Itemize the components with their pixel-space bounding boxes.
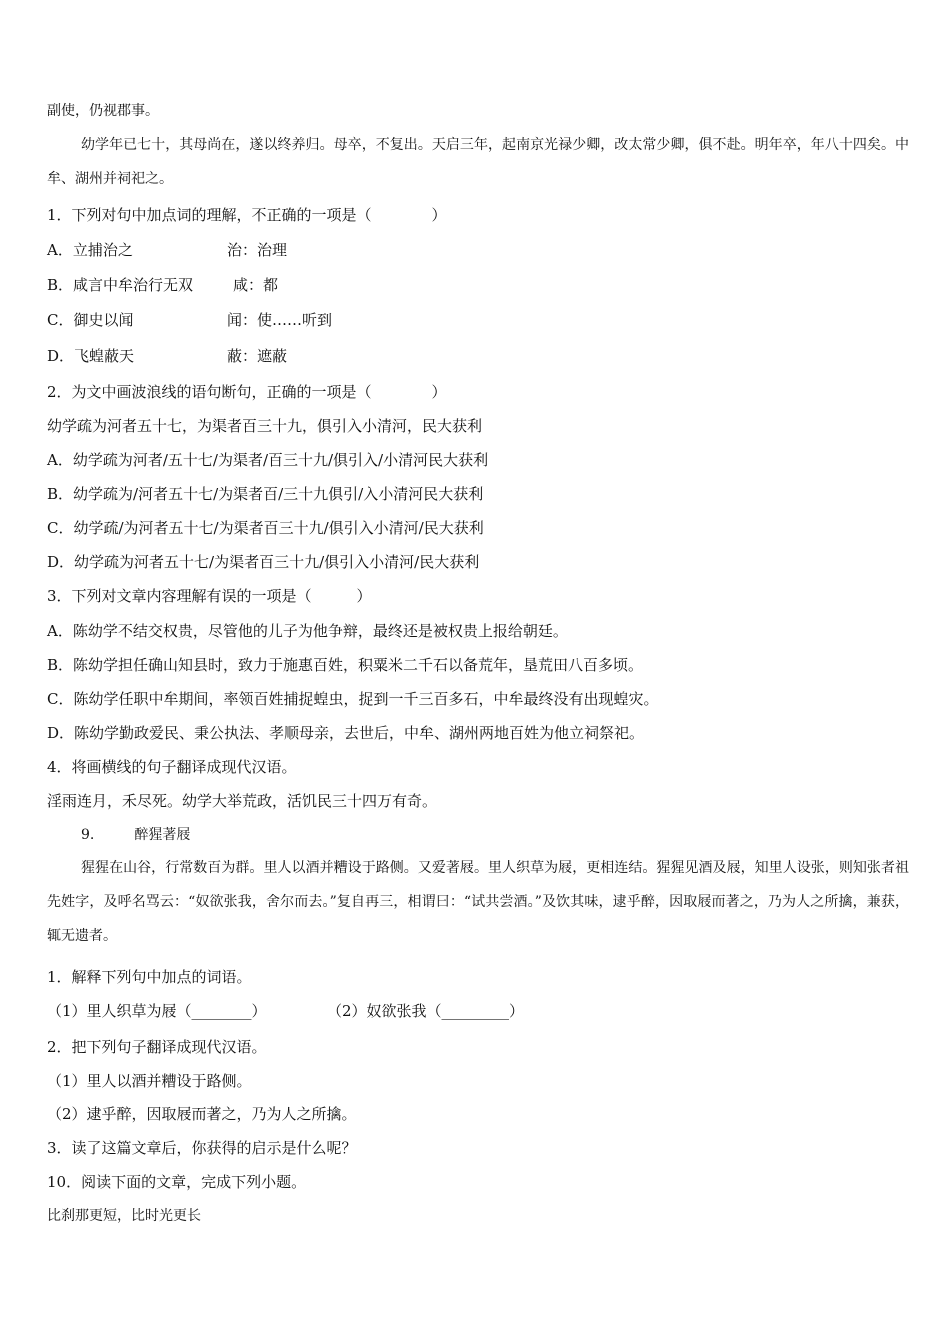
section9-q1-stem: 1．解释下列句中加点的词语。 (47, 968, 252, 986)
q3-option-c: C．陈幼学任职中牟期间，率领百姓捕捉蝗虫，捉到一千三百多石，中牟最终没有出现蝗灾。 (47, 690, 659, 708)
q1-option-a-text: A．立捕治之 (47, 241, 133, 259)
q3-option-b: B．陈幼学担任确山知县时，致力于施惠百姓，积粟米二千石以备荒年，垦荒田八百多顷。 (47, 656, 644, 674)
q2-sentence: 幼学疏为河者五十七，为渠者百三十九，俱引入小清河，民大获利 (47, 417, 483, 435)
section9-paragraph: 猩猩在山谷，行常数百为群。里人以酒并糟设于路侧。又爱著屐。里人织草为屐，更相连结。猩猩见酒及屐，知里人设张，则知张者祖先姓字，及呼名骂云：“奴欲张我，舍尔而去。”复自再三，相谓曰：“试共尝酒。”及饮其味，逮乎醉，因取屐而著之，乃为人之所擒，兼获，辄无遗者。 (47, 860, 909, 944)
q2-option-d: D．幼学疏为河者五十七/为渠者百三十九/俱引入小清河/民大获利 (47, 553, 480, 571)
q1-option-a-gloss: 治：治理 (227, 241, 288, 259)
q1-option-d-gloss: 蔽：遮蔽 (227, 347, 288, 365)
section9-q2-item1: （1）里人以酒并糟设于路侧。 (47, 1072, 252, 1090)
q4-sentence: 淫雨连月，禾尽死。幼学大举荒政，活饥民三十四万有奇。 (47, 792, 438, 810)
section9-heading (81, 825, 190, 845)
q1-option-c-text: C．御史以闻 (47, 311, 134, 329)
q1-option-b-gloss: 咸：都 (233, 276, 279, 294)
q3-option-d: D．陈幼学勤政爱民、秉公执法、孝顺母亲，去世后，中牟、湖州两地百姓为他立祠祭祀。 (47, 724, 645, 742)
q3-option-a: A．陈幼学不结交权贵，尽管他的儿子为他争辩，最终还是被权贵上报给朝廷。 (47, 622, 568, 640)
q1-option-c (47, 310, 333, 330)
section9-q1-item2: （2）奴欲张我（_________） (327, 1002, 525, 1020)
q1-option-a (47, 240, 288, 260)
section9-q2-item2: （2）逮乎醉，因取屐而著之，乃为人之所擒。 (47, 1105, 357, 1123)
q1-stem: 1．下列对句中加点词的理解，不正确的一项是（ ） (47, 206, 447, 224)
q1-option-d (47, 346, 288, 366)
q2-option-b: B．幼学疏为/河者五十七/为渠者百/三十九俱引/入小清河民大获利 (47, 485, 484, 503)
section9-q1-item1: （1）里人织草为屐（________） (47, 1002, 267, 1020)
q2-option-a: A．幼学疏为河者/五十七/为渠者/百三十九/俱引入/小清河民大获利 (47, 451, 489, 469)
passage1-top-line: 副使，仍视郡事。 (47, 103, 159, 119)
section9-q3-stem: 3．读了这篇文章后，你获得的启示是什么呢？ (47, 1139, 357, 1157)
q2-stem: 2．为文中画波浪线的语句断句，正确的一项是（ ） (47, 383, 447, 401)
section9-number: 9. (81, 827, 95, 843)
q4-stem: 4．将画横线的句子翻译成现代汉语。 (47, 758, 297, 776)
passage1-paragraph: 幼学年已七十，其母尚在，遂以终养归。母卒，不复出。天启三年，起南京光禄少卿，改太常少卿，俱不赴。明年卒，年八十四矣。中牟、湖州并祠祀之。 (47, 137, 909, 187)
section10-title: 比刹那更短，比时光更长 (47, 1208, 201, 1224)
q3-stem: 3．下列对文章内容理解有误的一项是（ ） (47, 587, 372, 605)
q1-option-c-gloss: 闻：使……听到 (227, 311, 333, 329)
section9-q2-stem: 2．把下列句子翻译成现代汉语。 (47, 1038, 267, 1056)
q2-option-c: C．幼学疏/为河者五十七/为渠者百三十九/俱引入小清河/民大获利 (47, 519, 484, 537)
q1-option-b-text: B．咸言中牟治行无双 (47, 276, 194, 294)
q1-option-b (47, 275, 279, 295)
section9-title: 醉猩著屐 (134, 827, 191, 843)
section10-stem: 10．阅读下面的文章，完成下列小题。 (47, 1173, 307, 1191)
q1-option-d-text: D．飞蝗蔽天 (47, 347, 135, 365)
section9-q1-items (47, 1001, 525, 1021)
